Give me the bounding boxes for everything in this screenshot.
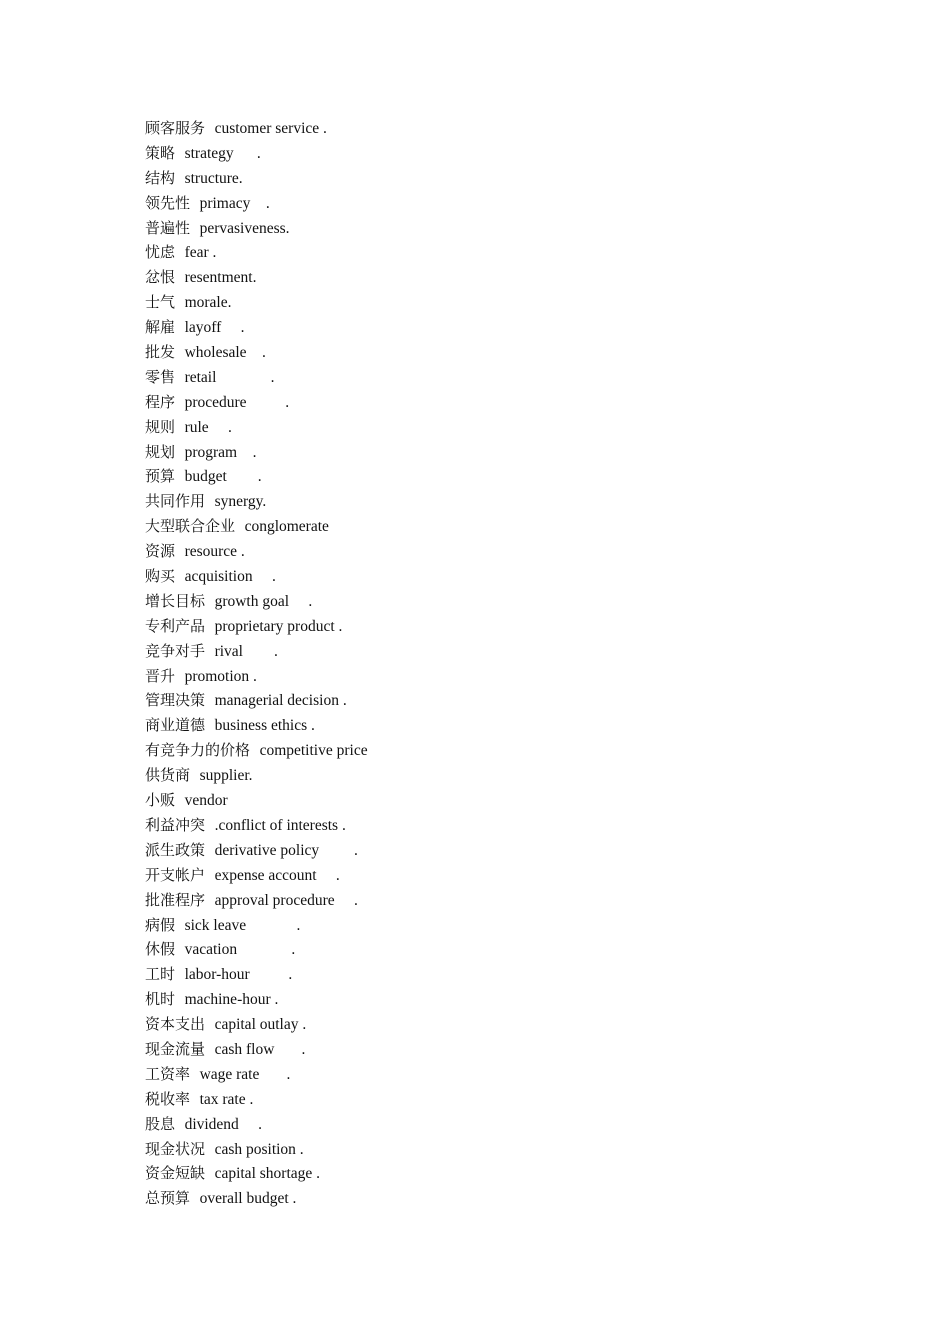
- english-term: wholesale .: [184, 344, 266, 362]
- english-term: rule .: [184, 418, 232, 436]
- chinese-term: 资本支出: [145, 1015, 206, 1034]
- glossary-entry: [145, 913, 368, 938]
- english-term: acquisition .: [184, 568, 276, 586]
- glossary-entry: [145, 1062, 368, 1087]
- english-term: promotion .: [184, 667, 257, 685]
- english-term: pervasiveness.: [199, 219, 290, 237]
- chinese-term: 忿恨: [145, 268, 176, 287]
- glossary-entry: [145, 1161, 368, 1186]
- glossary-entry: [145, 788, 368, 813]
- english-term: resource .: [184, 543, 245, 561]
- chinese-term: 工时: [145, 965, 176, 984]
- chinese-term: 竞争对手: [145, 641, 206, 660]
- chinese-term: 资金短缺: [145, 1164, 206, 1183]
- english-term: fear .: [184, 244, 217, 262]
- chinese-term: 零售: [145, 367, 176, 386]
- glossary-entry: [145, 365, 368, 390]
- chinese-term: 领先性: [145, 193, 191, 212]
- chinese-term: 预算: [145, 467, 176, 486]
- glossary-entry: [145, 240, 368, 265]
- glossary-entry: [145, 962, 368, 987]
- english-term: primacy .: [199, 194, 270, 212]
- chinese-term: 批准程序: [145, 890, 206, 909]
- chinese-term: 现金状况: [145, 1139, 206, 1158]
- glossary-entry: [145, 937, 368, 962]
- english-term: .conflict of interests .: [214, 816, 346, 834]
- glossary-entry: [145, 514, 368, 539]
- chinese-term: 机时: [145, 990, 176, 1009]
- glossary-entry: [145, 265, 368, 290]
- chinese-term: 资源: [145, 542, 176, 561]
- glossary-entry: [145, 1037, 368, 1062]
- glossary-entry: [145, 863, 368, 888]
- glossary-entry: [145, 489, 368, 514]
- english-term: synergy.: [214, 493, 267, 511]
- english-term: capital shortage .: [214, 1165, 321, 1183]
- english-term: overall budget .: [199, 1190, 297, 1208]
- english-term: morale.: [184, 294, 232, 312]
- chinese-term: 利益冲突: [145, 815, 206, 834]
- glossary-entry: [145, 440, 368, 465]
- chinese-term: 大型联合企业: [145, 517, 236, 536]
- english-term: customer service .: [214, 120, 327, 137]
- glossary-entry: [145, 639, 368, 664]
- chinese-term: 股息: [145, 1114, 176, 1133]
- glossary-entry: [145, 315, 368, 340]
- english-term: dividend .: [184, 1115, 263, 1133]
- english-term: wage rate .: [199, 1065, 291, 1083]
- chinese-term: 派生政策: [145, 840, 206, 859]
- chinese-term: 开支帐户: [145, 865, 206, 884]
- glossary-entry: [145, 838, 368, 863]
- glossary-entry: [145, 987, 368, 1012]
- glossary-entry: [145, 116, 368, 141]
- english-term: managerial decision .: [214, 692, 347, 710]
- chinese-term: 程序: [145, 392, 176, 411]
- glossary-entry: [145, 216, 368, 241]
- english-term: machine-hour .: [184, 991, 279, 1009]
- chinese-term: 购买: [145, 567, 176, 586]
- glossary-entry: [145, 1186, 368, 1211]
- chinese-term: 商业道德: [145, 716, 206, 735]
- chinese-term: 批发: [145, 343, 176, 362]
- english-term: growth goal .: [214, 592, 313, 610]
- chinese-term: 增长目标: [145, 591, 206, 610]
- english-term: cash position .: [214, 1140, 304, 1158]
- glossary-entry: [145, 1012, 368, 1037]
- chinese-term: 小贩: [145, 791, 176, 810]
- glossary-entry: [145, 1137, 368, 1162]
- chinese-term: 解雇: [145, 318, 176, 337]
- chinese-term: 策略: [145, 143, 176, 162]
- chinese-term: 总预算: [145, 1189, 191, 1208]
- glossary-entry: [145, 415, 368, 440]
- chinese-term: 晋升: [145, 666, 176, 685]
- english-term: budget .: [184, 468, 262, 486]
- glossary-entry: [145, 763, 368, 788]
- chinese-term: 供货商: [145, 766, 191, 785]
- chinese-term: 忧虑: [145, 243, 176, 262]
- english-term: vendor: [184, 792, 228, 810]
- chinese-term: 规则: [145, 417, 176, 436]
- glossary-entry: [145, 539, 368, 564]
- glossary-entry: [145, 166, 368, 191]
- english-term: resentment.: [184, 269, 257, 287]
- chinese-term: 规划: [145, 442, 176, 461]
- chinese-term: 工资率: [145, 1064, 191, 1083]
- glossary-entry: [145, 340, 368, 365]
- chinese-term: 士气: [145, 293, 176, 312]
- chinese-term: 现金流量: [145, 1039, 206, 1058]
- english-term: strategy .: [184, 144, 261, 162]
- english-term: program .: [184, 443, 257, 461]
- english-term: capital outlay .: [214, 1016, 307, 1034]
- chinese-term: 结构: [145, 168, 176, 187]
- glossary-entry: [145, 614, 368, 639]
- english-term: proprietary product .: [214, 617, 343, 635]
- english-term: conglomerate: [244, 518, 329, 536]
- english-term: sick leave .: [184, 916, 301, 934]
- chinese-term: 共同作用: [145, 492, 206, 511]
- glossary-entry: [145, 564, 368, 589]
- chinese-term: 有竞争力的价格: [145, 741, 251, 760]
- chinese-term: 税收率: [145, 1089, 191, 1108]
- glossary-entry: [145, 738, 368, 763]
- glossary-entry: [145, 688, 368, 713]
- chinese-term: 专利产品: [145, 616, 206, 635]
- glossary-list: [145, 116, 368, 1211]
- english-term: business ethics .: [214, 717, 315, 735]
- chinese-term: 普遍性: [145, 218, 191, 237]
- english-term: rival .: [214, 642, 278, 660]
- glossary-entry: [145, 141, 368, 166]
- english-term: expense account .: [214, 866, 340, 884]
- english-term: tax rate .: [199, 1090, 254, 1108]
- glossary-entry: [145, 664, 368, 689]
- english-term: cash flow .: [214, 1040, 306, 1058]
- english-term: procedure .: [184, 393, 290, 411]
- glossary-entry: [145, 888, 368, 913]
- glossary-entry: [145, 390, 368, 415]
- english-term: competitive price: [259, 742, 368, 760]
- chinese-term: 顾客服务: [145, 119, 206, 137]
- glossary-entry: [145, 464, 368, 489]
- english-term: labor-hour .: [184, 966, 293, 984]
- english-term: structure.: [184, 169, 243, 187]
- chinese-term: 病假: [145, 915, 176, 934]
- english-term: retail .: [184, 368, 275, 386]
- glossary-entry: [145, 713, 368, 738]
- english-term: vacation .: [184, 941, 296, 959]
- glossary-entry: [145, 290, 368, 315]
- glossary-entry: [145, 813, 368, 838]
- english-term: supplier.: [199, 767, 253, 785]
- english-term: approval procedure .: [214, 891, 358, 909]
- english-term: layoff .: [184, 319, 245, 337]
- glossary-entry: [145, 1087, 368, 1112]
- glossary-entry: [145, 1112, 368, 1137]
- english-term: derivative policy .: [214, 841, 358, 859]
- chinese-term: 休假: [145, 940, 176, 959]
- glossary-entry: [145, 589, 368, 614]
- glossary-entry: [145, 191, 368, 216]
- chinese-term: 管理决策: [145, 691, 206, 710]
